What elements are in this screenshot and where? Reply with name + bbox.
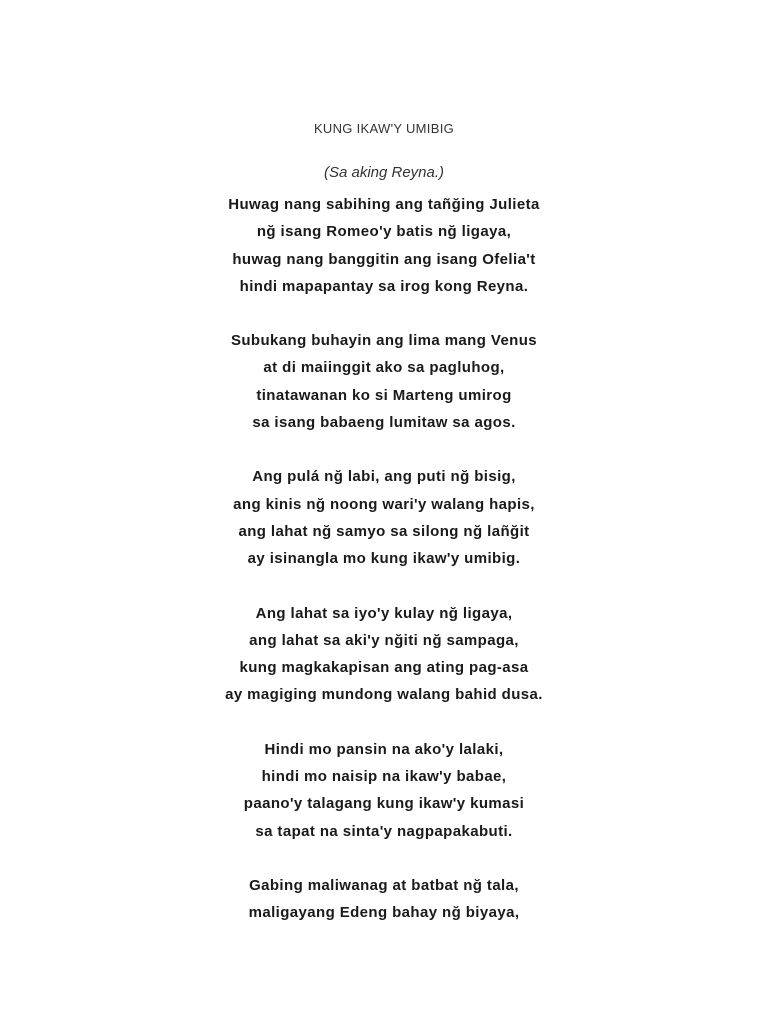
poem-line: nğ isang Romeo'y batis nğ ligaya, bbox=[256, 223, 512, 241]
poem-line: sa tapat na sinta'y nagpapakabuti. bbox=[255, 822, 513, 840]
poem-line: Subukang buhayin ang lima mang Venus bbox=[230, 332, 538, 350]
stanza bbox=[0, 191, 768, 300]
poem-line: paano'y talagang kung ikaw'y kumasi bbox=[243, 795, 525, 813]
poem-line: ay magiging mundong walang bahid dusa. bbox=[225, 686, 543, 704]
poem-line: kung magkakapisan ang ating pag-asa bbox=[239, 659, 529, 677]
poem-title: KUNG IKAW'Y UMIBIG bbox=[313, 121, 455, 136]
poem-line: at di maiinggit ako sa pagluhog, bbox=[263, 359, 505, 377]
poem-line: Gabing maliwanag at batbat nğ tala, bbox=[249, 876, 519, 894]
poem-line: ang lahat nğ samyo sa silong nğ lañğit bbox=[238, 522, 530, 540]
stanza bbox=[0, 600, 768, 709]
poem-line: tinatawanan ko si Marteng umirog bbox=[256, 386, 512, 404]
poem-line: Huwag nang sabihing ang tañğing Julieta bbox=[228, 196, 540, 213]
poem-line: Hindi mo pansin na ako'y lalaki, bbox=[264, 740, 504, 758]
poem-line: huwag nang banggitin ang isang Ofelia't bbox=[232, 250, 536, 268]
poem-dedication: (Sa aking Reyna.) bbox=[323, 164, 445, 181]
stanza bbox=[0, 872, 768, 927]
poem-line: hindi mapapantay sa irog kong Reyna. bbox=[239, 277, 529, 295]
poem-line: ang lahat sa aki'y nğiti nğ sampaga, bbox=[249, 631, 519, 649]
stanza bbox=[0, 327, 768, 436]
poem-line: hindi mo naisip na ikaw'y babae, bbox=[261, 768, 507, 786]
stanza bbox=[0, 463, 768, 572]
poem-line: Ang lahat sa iyo'y kulay nğ ligaya, bbox=[255, 604, 513, 622]
stanza bbox=[0, 736, 768, 845]
poem-line: ay isinangla mo kung ikaw'y umibig. bbox=[247, 550, 521, 568]
poem-line: Ang pulá nğ labi, ang puti nğ bisig, bbox=[252, 468, 516, 486]
poem-line: ang kinis nğ noong wari'y walang hapis, bbox=[233, 495, 535, 513]
poem-line: sa isang babaeng lumitaw sa agos. bbox=[252, 414, 516, 432]
poem-body bbox=[0, 191, 768, 954]
poem-line: maligayang Edeng bahay nğ biyaya, bbox=[248, 904, 520, 922]
